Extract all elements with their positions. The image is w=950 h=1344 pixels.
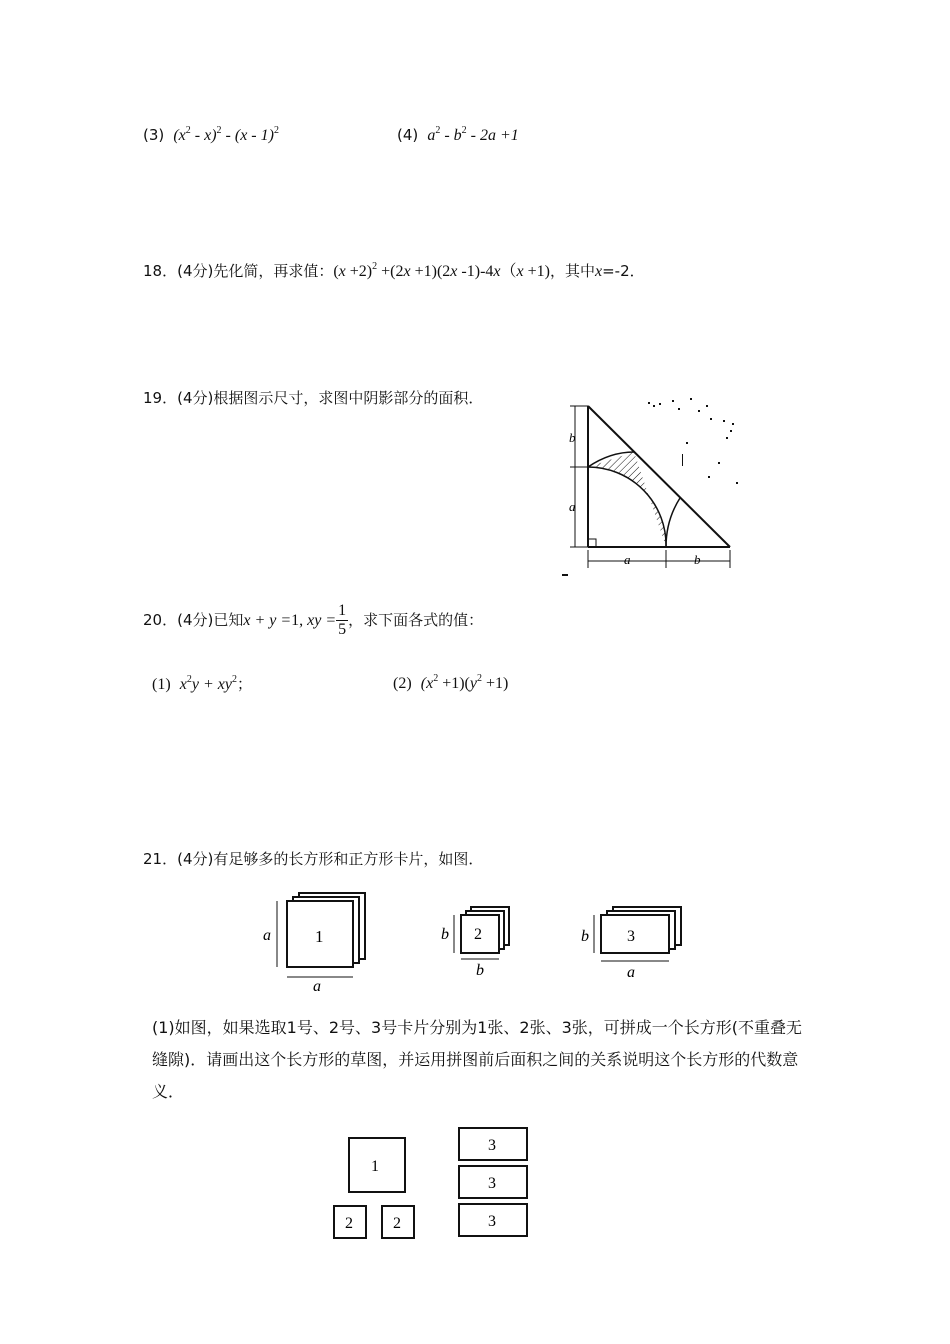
q21-card2-label: 2 [474, 926, 482, 943]
q20-fraction [336, 602, 348, 639]
q18-head: 18．(4分)先化简，再求值： [143, 262, 334, 280]
q21-card2-b-bottom: b [476, 962, 484, 979]
q21-card3-label: 3 [627, 928, 635, 945]
q18-var: x [595, 263, 603, 280]
q20-part2-expr: $(x^2 +1)(y^2 +1)$ [416, 673, 509, 692]
q21-card3-b-side: b [581, 928, 589, 945]
q21-card1-a-bottom: a [313, 978, 321, 995]
q20-part1 [152, 673, 252, 694]
q21-card1-a-side: a [263, 927, 271, 944]
q19-left-dimension [570, 406, 588, 547]
q20-part2-label: (2) [393, 675, 412, 692]
q17-part3-expr: $(x^2 - x)^2 - (x - 1)^2$ [169, 125, 279, 144]
q21-card3-stack [601, 907, 681, 953]
q21-card2-b-side: b [441, 926, 449, 943]
q21-tile-3a-label: 3 [488, 1137, 496, 1154]
q20-frac-den: 5 [338, 621, 347, 638]
q20-part2 [393, 673, 508, 693]
q17-part3-label: (3) [143, 126, 165, 144]
q19-text: 19．(4分)根据图示尺寸，求图中阴影部分的面积． [143, 389, 484, 407]
q19-right-angle [588, 539, 596, 547]
q19-shaded-region [588, 452, 666, 547]
q17-part4-label: (4) [397, 126, 419, 144]
q19-figure [560, 390, 745, 585]
q17-part4-expr: $a^2 - b^2 - 2a +1$ [423, 125, 519, 144]
q19-label-a-bottom: a [624, 552, 631, 567]
q20-part1-end: ； [236, 675, 252, 693]
q21-tile-3b-label: 3 [488, 1175, 496, 1192]
q21-tile-3c-label: 3 [488, 1213, 496, 1230]
q21-sub1: (1)如图，如果选取1号、2号、3号卡片分别为1张、2张、3张，可拼成一个长方形(不重叠无缝隙)．请画出这个长方形的草图，并运用拼图前后面积之间的关系说明这个长方形的代数意义． [152, 1018, 802, 1101]
q19-label-b-bottom: b [694, 552, 701, 567]
q21-tiles [334, 1128, 527, 1238]
q19-label-a-left: a [569, 499, 576, 514]
q21-card3-a-bottom: a [627, 964, 635, 981]
q18-expr: $(x +2)^2 +(2x +1)(2x$ -1)-4x（x +1) [333, 261, 550, 280]
q20-head: 20．(4分)已知 [143, 611, 244, 629]
q20-line [143, 598, 483, 643]
q21-tile-1-label: 1 [371, 1158, 379, 1175]
q17-part4 [397, 125, 519, 145]
q20-tail: ，求下面各式的值： [348, 611, 484, 629]
q19-bottom-dimension [588, 550, 730, 568]
q21-tile-2a-label: 2 [345, 1215, 353, 1232]
q21-text: 21．(4分)有足够多的长方形和正方形卡片，如图． [143, 850, 484, 868]
q18-line [143, 258, 645, 281]
q21-tiles-figure [325, 1120, 565, 1250]
q19-noise-dots [648, 398, 738, 484]
q20-part1-expr: $x^2y + xy^2$ [175, 674, 237, 693]
q18-tail: ，其中 [549, 262, 595, 280]
q21-card2-stack [461, 907, 509, 953]
q18-value: =-2． [602, 262, 645, 280]
q19-label-b-left: b [569, 430, 576, 445]
q17-part3 [143, 125, 279, 145]
q20-part1-label: (1) [152, 676, 171, 693]
q21-card1-label: 1 [315, 927, 324, 946]
q19-stray-mark [562, 574, 568, 576]
q21-cards-figure [255, 885, 705, 995]
q21-card1-stack [287, 893, 365, 967]
q21-tile-2b-label: 2 [393, 1215, 401, 1232]
q20-frac-num: 1 [338, 602, 347, 619]
q20-condition: x + y =1, xy = [243, 612, 337, 629]
q19-arc-right [666, 498, 680, 547]
